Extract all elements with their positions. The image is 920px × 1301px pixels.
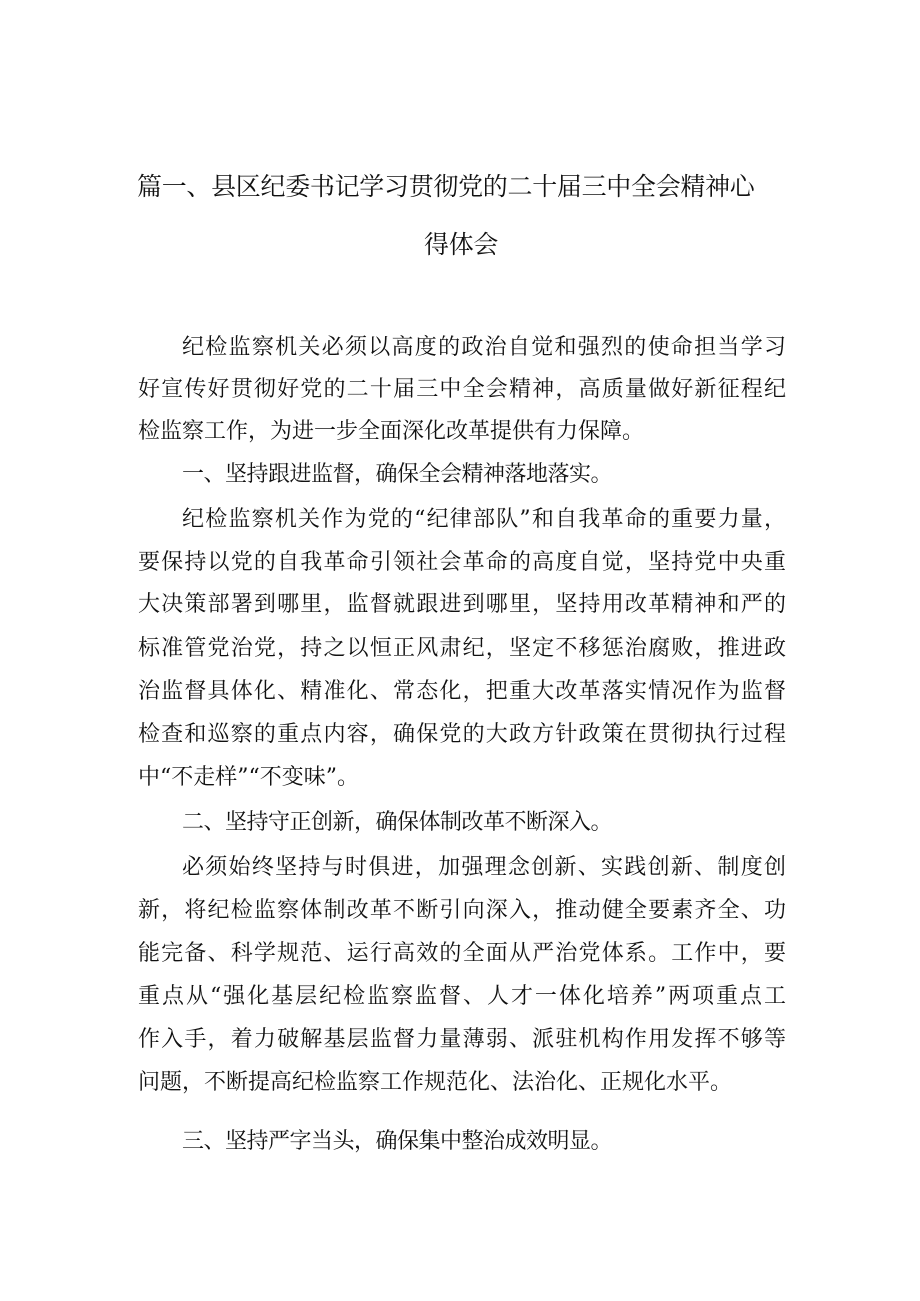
intro-line: 好宣传好贯彻好党的二十届三中全会精神，高质量做好新征程纪 [138,377,786,402]
section-1-line: 要保持以党的自我革命引领社会革命的高度自觉，坚持党中央重 [138,550,786,575]
section-2-line: 问题，不断提高纪检监察工作规范化、法治化、正规化水平。 [138,1070,733,1095]
section-1-line: 大决策部署到哪里，监督就跟进到哪里，坚持用改革精神和严的 [138,592,786,617]
section-2-line: 必须始终坚持与时俱进，加强理念创新、实践创新、制度创 [182,855,786,880]
intro-line: 纪检监察机关必须以高度的政治自觉和强烈的使命担当学习 [182,335,786,360]
document-title-line-1: 篇一、县区纪委书记学习贯彻党的二十届三中全会精神心 [137,172,755,201]
section-heading-1: 一、坚持跟进监督，确保全会精神落地落实。 [182,462,613,487]
section-2-line: 新，将纪检监察体制改革不断引向深入，推动健全要素齐全、功 [138,898,786,923]
section-1-line: 检查和巡察的重点内容，确保党的大政方针政策在贯彻执行过程 [138,722,786,747]
document-title-line-2: 得体会 [424,230,499,259]
section-1-line: 中“不走样”“不变味”。 [138,765,359,790]
intro-line: 检监察工作，为进一步全面深化改革提供有力保障。 [138,419,645,444]
section-1-line: 纪检监察机关作为党的“纪律部队”和自我革命的重要力量， [182,507,786,532]
section-2-line: 重点从“强化基层纪检监察监督、人才一体化培养”两项重点工 [138,984,786,1009]
section-2-line: 作入手，着力破解基层监督力量薄弱、派驻机构作用发挥不够等 [138,1027,786,1052]
section-1-line: 治监督具体化、精准化、常态化，把重大改革落实情况作为监督 [138,679,786,704]
section-heading-2: 二、坚持守正创新，确保体制改革不断深入。 [182,810,613,835]
section-2-line: 能完备、科学规范、运行高效的全面从严治党体系。工作中，要 [138,941,786,966]
section-1-line: 标准管党治党，持之以恒正风肃纪，坚定不移惩治腐败，推进政 [138,636,786,661]
section-heading-3: 三、坚持严字当头，确保集中整治成效明显。 [182,1129,613,1154]
